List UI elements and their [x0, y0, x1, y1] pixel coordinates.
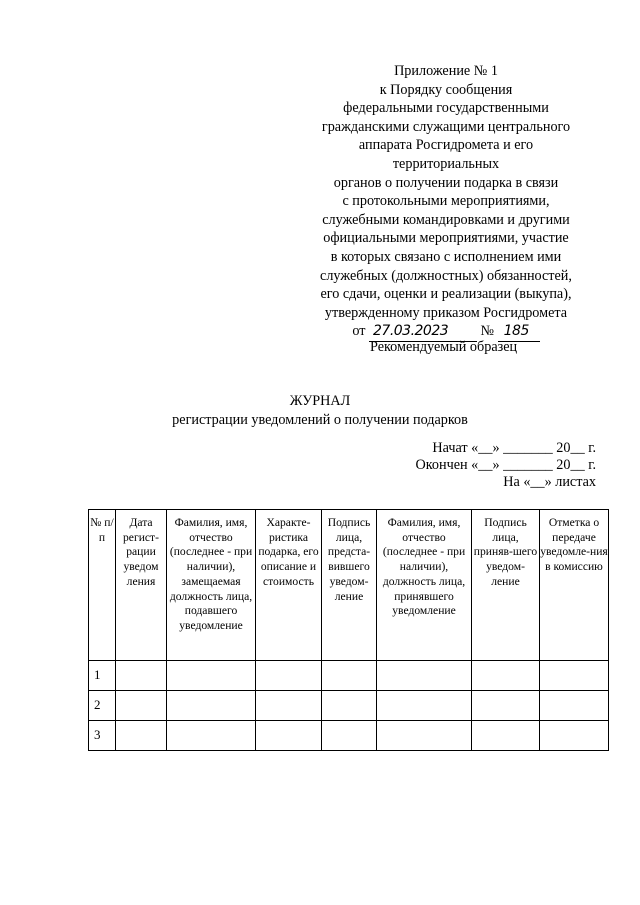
table-row	[89, 721, 609, 751]
table-cell	[167, 691, 256, 721]
header-receiver-signature: Подпись лица, приняв-шего уведом-ление	[472, 510, 540, 661]
table-header-row	[89, 510, 609, 661]
header-submitter: Фамилия, имя, отчество (последнее - при наличии), замещаемая должность лица, подавшего уведомление	[167, 510, 256, 661]
table-cell	[322, 691, 377, 721]
table-cell	[167, 721, 256, 751]
ended-line: Окончен «__» _______ 20__ г.	[415, 457, 596, 473]
row-number: 3	[89, 721, 116, 751]
order-date-handwritten: 27.03.2023	[373, 323, 449, 340]
row-number: 1	[89, 661, 116, 691]
journal-heading	[0, 392, 640, 430]
table-cell	[256, 691, 322, 721]
table-cell	[472, 691, 540, 721]
order-number-handwritten: 185	[503, 323, 529, 340]
appendix-line: аппарата Росгидромета и его	[358, 137, 534, 154]
table-row	[89, 661, 609, 691]
sheets-line: На «__» листах	[503, 474, 596, 490]
header-submitter-signature: Подпись лица, предста-вившего уведом-ление	[322, 510, 377, 661]
journal-title: ЖУРНАЛ	[289, 393, 351, 409]
table-cell	[322, 721, 377, 751]
table-cell	[167, 661, 256, 691]
table-row	[89, 691, 609, 721]
table-cell	[540, 661, 609, 691]
header-gift-description: Характе-ристика подарка, его описание и стоимость	[256, 510, 322, 661]
appendix-line: федеральными государственными	[343, 100, 549, 117]
appendix-line: гражданскими служащими центрального	[321, 118, 571, 135]
header-date: Дата регист-рации уведом ления	[116, 510, 167, 661]
table-cell	[256, 661, 322, 691]
sample-note: Рекомендуемый образец	[370, 339, 518, 355]
appendix-line: утвержденному приказом Росгидромета	[324, 304, 568, 321]
table-cell	[116, 691, 167, 721]
table-cell	[377, 661, 472, 691]
header-number: № п/п	[89, 510, 116, 661]
appendix-line: официальными мероприятиями, участие	[323, 230, 569, 247]
table-cell	[472, 721, 540, 751]
from-label: от	[352, 323, 366, 340]
appendix-line: органов о получении подарка в связи	[333, 174, 559, 191]
journal-subtitle: регистрации уведомлений о получении подарков	[172, 412, 468, 428]
table-cell	[322, 661, 377, 691]
registration-table	[88, 509, 609, 751]
table-cell	[472, 661, 540, 691]
appendix-block	[296, 62, 596, 342]
table-cell	[540, 691, 609, 721]
appendix-line: территориальных	[392, 155, 500, 172]
row-number: 2	[89, 691, 116, 721]
appendix-line: служебными командировками и другими	[322, 211, 570, 228]
appendix-line: служебных (должностных) обязанностей,	[320, 267, 572, 284]
header-receiver: Фамилия, имя, отчество (последнее - при наличии), должность лица, принявшего уведомление	[377, 510, 472, 661]
table-cell	[116, 661, 167, 691]
number-label: №	[480, 323, 495, 340]
appendix-line: его сдачи, оценки и реализации (выкупа),	[320, 286, 572, 303]
period-block	[416, 440, 597, 491]
table-cell	[540, 721, 609, 751]
appendix-line: с протокольными мероприятиями,	[342, 193, 550, 210]
appendix-line: Приложение № 1	[394, 63, 498, 79]
table-cell	[377, 721, 472, 751]
header-commission-mark: Отметка о передаче уведомле-ния в комиссию	[540, 510, 609, 661]
table-cell	[116, 721, 167, 751]
table-cell	[256, 721, 322, 751]
table-cell	[377, 691, 472, 721]
started-line: Начат «__» _______ 20__ г.	[432, 440, 596, 456]
appendix-line: к Порядку сообщения	[379, 81, 513, 98]
appendix-line: в которых связано с исполнением ими	[330, 248, 562, 265]
